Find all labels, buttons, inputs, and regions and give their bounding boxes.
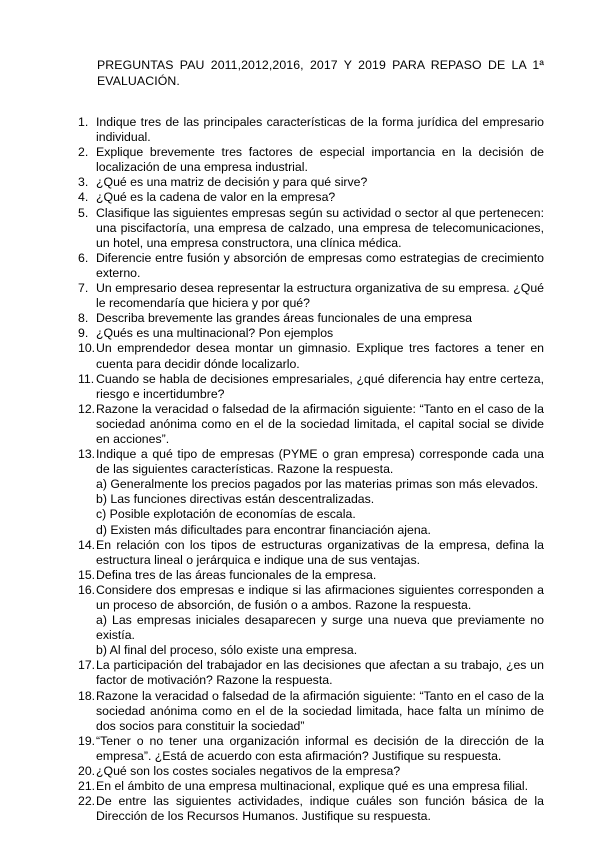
question-number: 20. <box>78 764 96 779</box>
question-number: 2. <box>78 145 89 160</box>
question-text: De entre las siguientes actividades, indique cuáles son función básica de la Dirección de los Recursos Humanos. Justifique su respuesta. <box>96 794 544 824</box>
question-text: La participación del trabajador en las decisiones que afectan a su trabajo, ¿es un factor de motivación? Razone la respuesta. <box>96 658 544 688</box>
question-number: 18. <box>78 688 96 703</box>
question-number: 11. <box>78 371 95 386</box>
question-text: Indique tres de las principales características de la forma jurídica del empresario individual. <box>96 115 544 145</box>
question-number: 4. <box>78 190 89 205</box>
question-number: 7. <box>78 281 89 296</box>
question-text: Razone la veracidad o falsedad de la afirmación siguiente: “Tanto en el caso de la sociedad anónima como en el de la sociedad limitada, hace falta un mínimo de dos socios para constituir la sociedad” <box>96 688 544 733</box>
question-item <box>0 115 600 145</box>
question-number: 17. <box>78 658 96 673</box>
question-item <box>0 538 600 568</box>
question-text: ¿Qué son los costes sociales negativos de la empresa? <box>96 764 401 779</box>
question-text: Un emprendedor desea montar un gimnasio. Explique tres factores a tener en cuenta para decidir dónde localizarlo. <box>96 341 544 371</box>
question-item <box>0 568 600 583</box>
question-number: 13. <box>78 447 96 462</box>
question-number: 12. <box>78 401 96 416</box>
question-number: 14. <box>78 537 96 552</box>
question-item <box>0 779 600 794</box>
question-text: “Tener o no tener una organización informal es decisión de la dirección de la empresa”. ¿Está de acuerdo con esta afirmación? Justifique su respuesta. <box>96 733 544 763</box>
question-number: 19. <box>78 733 96 748</box>
sub-item: d) Existen más dificultades para encontrar financiación ajena. <box>96 522 431 537</box>
questions-list <box>0 115 600 824</box>
question-text: En relación con los tipos de estructuras organizativas de la empresa, defina la estructura lineal o jerárquica e indique una de sus ventajas. <box>96 537 544 567</box>
question-number: 1. <box>78 115 89 129</box>
question-item <box>0 175 600 190</box>
question-number: 6. <box>78 250 89 265</box>
question-item <box>0 206 600 251</box>
sub-item: c) Posible explotación de economías de escala. <box>96 507 356 522</box>
question-text: En el ámbito de una empresa multinacional, explique qué es una empresa filial. <box>96 779 529 794</box>
question-text: ¿Qué es una matriz de decisión y para qué sirve? <box>96 175 368 190</box>
sub-item: b) Al final del proceso, sólo existe una empresa. <box>96 643 358 658</box>
question-item <box>0 326 600 341</box>
question-item <box>0 794 600 824</box>
question-item <box>0 734 600 764</box>
question-number: 9. <box>78 326 89 341</box>
question-text: Indique a qué tipo de empresas (PYME o gran empresa) corresponde cada una de las siguientes características. Razone la respuesta. <box>96 447 544 477</box>
question-item <box>0 658 600 688</box>
question-item <box>0 341 600 371</box>
question-item <box>0 583 600 658</box>
question-item <box>0 447 600 538</box>
question-text: Un empresario desea representar la estructura organizativa de su empresa. ¿Qué le recomendaría que hiciera y por qué? <box>96 281 544 311</box>
question-text: Explique brevemente tres factores de especial importancia en la decisión de localización de una empresa industrial. <box>96 145 544 175</box>
question-number: 5. <box>78 205 89 220</box>
question-number: 22. <box>78 794 96 809</box>
question-number: 16. <box>78 582 96 597</box>
question-number: 8. <box>78 311 89 326</box>
document-title: PREGUNTAS PAU 2011,2012,2016, 2017 Y 2019 PARA REPASO DE LA 1ª EVALUACIÓN. <box>97 58 544 88</box>
question-number: 3. <box>78 175 89 190</box>
question-text: Clasifique las siguientes empresas según su actividad o sector al que pertenecen: una piscifactoría, una empresa de calzado, una empresa de telecomunicaciones, un hotel, una empresa constructora, una clínica médica. <box>96 205 544 250</box>
question-text: ¿Qués es una multinacional? Pon ejemplos <box>96 326 334 341</box>
question-text: Defina tres de las áreas funcionales de la empresa. <box>96 567 377 582</box>
question-item <box>0 372 600 402</box>
question-text: Diferencie entre fusión y absorción de empresas como estrategias de crecimiento externo. <box>96 250 544 280</box>
question-text: ¿Qué es la cadena de valor en la empresa? <box>96 190 336 205</box>
sub-item: a) Las empresas iniciales desaparecen y surge una nueva que previamente no existía. <box>96 613 544 643</box>
question-text: Razone la veracidad o falsedad de la afirmación siguiente: “Tanto en el caso de la sociedad anónima como en el de la sociedad limitada, el capital social se divide en acciones”. <box>96 401 544 446</box>
question-text: Describa brevemente las grandes áreas funcionales de una empresa <box>96 311 472 326</box>
question-text: Cuando se habla de decisiones empresariales, ¿qué diferencia hay entre certeza, riesgo e incertidumbre? <box>96 371 544 401</box>
question-item <box>0 145 600 175</box>
question-text: Considere dos empresas e indique si las afirmaciones siguientes corresponden a un proceso de absorción, de fusión o a ambos. Razone la respuesta. <box>96 582 544 612</box>
question-item <box>0 311 600 326</box>
question-item <box>0 281 600 311</box>
question-item <box>0 689 600 734</box>
sub-item: b) Las funciones directivas están descentralizadas. <box>96 492 375 507</box>
question-item <box>0 190 600 205</box>
question-number: 21. <box>78 779 96 794</box>
sub-item: a) Generalmente los precios pagados por las materias primas son más elevados. <box>96 477 539 492</box>
question-number: 15. <box>78 567 96 582</box>
question-item <box>0 402 600 447</box>
question-number: 10. <box>78 341 96 356</box>
question-item <box>0 251 600 281</box>
question-item <box>0 764 600 779</box>
